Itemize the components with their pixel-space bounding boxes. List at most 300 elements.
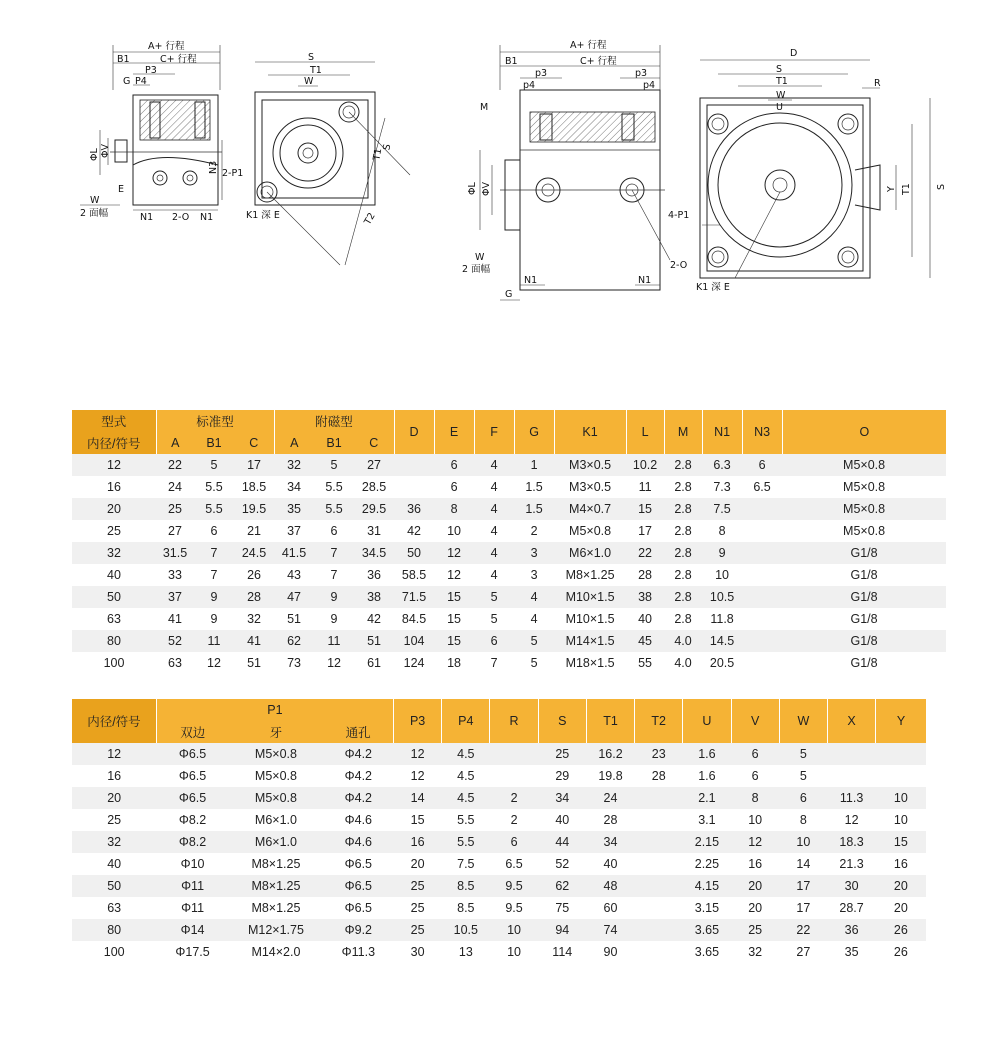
column-header: R	[490, 699, 538, 743]
table-cell: 22	[626, 542, 664, 564]
table-cell: 9	[702, 542, 742, 564]
table-cell: 2	[490, 787, 538, 809]
column-header: S	[538, 699, 586, 743]
table-cell: 62	[274, 630, 314, 652]
table-cell: 4	[474, 498, 514, 520]
column-header: Y	[876, 699, 926, 743]
bore-size-cell: 63	[72, 608, 156, 630]
table-cell: 5	[779, 765, 827, 787]
table-row	[72, 652, 946, 674]
table-cell: 2.15	[683, 831, 731, 853]
table-cell: 28	[635, 765, 683, 787]
dim-label: P4	[135, 76, 147, 87]
table-row	[72, 831, 926, 853]
table-cell: Φ14	[156, 919, 228, 941]
table-cell: 41.5	[274, 542, 314, 564]
table-cell: 4.5	[442, 787, 490, 809]
bore-size-cell: 50	[72, 875, 156, 897]
table-cell: M5×0.8	[782, 476, 946, 498]
table-cell: 52	[156, 630, 194, 652]
table-row	[72, 608, 946, 630]
column-header: W	[779, 699, 827, 743]
table-cell: Φ6.5	[323, 897, 393, 919]
table-cell: 9	[314, 608, 354, 630]
table-cell	[635, 853, 683, 875]
table-cell: 29.5	[354, 498, 394, 520]
table-cell: 6	[731, 743, 779, 765]
table-cell: 2	[490, 809, 538, 831]
table-cell: 29	[538, 765, 586, 787]
bore-size-cell: 16	[72, 765, 156, 787]
table-cell: 9	[314, 586, 354, 608]
table-cell: Φ10	[156, 853, 228, 875]
table-cell: 26	[876, 941, 926, 963]
table-cell: Φ6.5	[156, 743, 228, 765]
table-cell: 30	[394, 941, 442, 963]
table-cell: M5×0.8	[229, 787, 323, 809]
dim-label: p4	[643, 80, 656, 91]
table-cell: 4	[514, 586, 554, 608]
table-cell: 14	[779, 853, 827, 875]
table-cell	[490, 743, 538, 765]
table-cell: 50	[394, 542, 434, 564]
table-cell: 5.5	[194, 476, 234, 498]
table-cell: 31.5	[156, 542, 194, 564]
left-side-view	[80, 40, 222, 223]
table-cell: 4	[474, 542, 514, 564]
table-cell: 3.1	[683, 809, 731, 831]
dim-label: ΦL	[467, 182, 478, 195]
column-header: G	[514, 410, 554, 454]
table-cell	[635, 897, 683, 919]
table-cell: M10×1.5	[554, 586, 626, 608]
table-cell: M8×1.25	[229, 897, 323, 919]
table-cell: 6.5	[742, 476, 782, 498]
table-cell: 4.5	[442, 765, 490, 787]
table-cell: Φ6.5	[323, 875, 393, 897]
table-cell: 4	[474, 520, 514, 542]
table-cell: 5	[474, 608, 514, 630]
table-cell: 7	[314, 542, 354, 564]
table-cell: 14.5	[702, 630, 742, 652]
table-cell: G1/8	[782, 542, 946, 564]
table-cell: Φ4.6	[323, 809, 393, 831]
table-cell: 11	[314, 630, 354, 652]
column-header: L	[626, 410, 664, 454]
table-cell: 5	[779, 743, 827, 765]
bore-size-cell: 25	[72, 520, 156, 542]
dim-label: N1	[140, 212, 154, 223]
table-cell: M5×0.8	[229, 765, 323, 787]
table-cell: Φ11.3	[323, 941, 393, 963]
table-cell: 52	[538, 853, 586, 875]
column-header: N1	[702, 410, 742, 454]
dim-label: N1	[524, 275, 538, 286]
table-cell: G1/8	[782, 630, 946, 652]
table-cell: 6	[434, 476, 474, 498]
table-cell: 36	[827, 919, 875, 941]
table-cell: 94	[538, 919, 586, 941]
dim-label: ΦV	[100, 144, 111, 158]
drawing-svg	[0, 0, 1000, 340]
column-header: C	[234, 432, 274, 454]
column-header: U	[683, 699, 731, 743]
table-cell: 60	[586, 897, 634, 919]
table-cell: 35	[827, 941, 875, 963]
column-header: C	[354, 432, 394, 454]
table-cell: 38	[626, 586, 664, 608]
dim-label: 4-P1	[668, 210, 690, 221]
table-cell: 2.8	[664, 586, 702, 608]
table-cell: 62	[538, 875, 586, 897]
table-cell: 9	[194, 608, 234, 630]
table-cell: 31	[354, 520, 394, 542]
table-cell: 38	[354, 586, 394, 608]
table-row	[72, 542, 946, 564]
table-cell: 10	[779, 831, 827, 853]
table-cell	[394, 454, 434, 476]
table-cell: 28.5	[354, 476, 394, 498]
table-row	[72, 498, 946, 520]
bore-size-cell: 100	[72, 652, 156, 674]
table-cell: 20	[731, 897, 779, 919]
table1-body	[72, 454, 946, 674]
table-cell: 4	[474, 454, 514, 476]
table-cell: 73	[274, 652, 314, 674]
bore-size-cell: 16	[72, 476, 156, 498]
table-cell: M3×0.5	[554, 476, 626, 498]
table-cell: 4.5	[442, 743, 490, 765]
table2-header-row1	[72, 699, 926, 721]
dim-label: A+ 行程	[148, 41, 185, 52]
table-cell: 17	[234, 454, 274, 476]
table-cell: 11.8	[702, 608, 742, 630]
table-cell: 7	[194, 542, 234, 564]
table-cell: 16	[394, 831, 442, 853]
table-row	[72, 743, 926, 765]
dim-label: G	[505, 289, 513, 300]
table-cell: 10	[702, 564, 742, 586]
table-cell: M5×0.8	[554, 520, 626, 542]
table-cell: M10×1.5	[554, 608, 626, 630]
table-cell: 43	[274, 564, 314, 586]
table-row	[72, 919, 926, 941]
table-cell: 48	[586, 875, 634, 897]
table-cell: 4.0	[664, 630, 702, 652]
dim-label: K1 深 E	[246, 210, 280, 221]
table-cell: 114	[538, 941, 586, 963]
dim-label: p3	[635, 68, 648, 79]
column-header: P3	[394, 699, 442, 743]
table-cell: 32	[274, 454, 314, 476]
table-cell: 26	[234, 564, 274, 586]
dim-label: W	[90, 195, 100, 206]
table-cell: 22	[156, 454, 194, 476]
table-cell: 2.1	[683, 787, 731, 809]
spec-table-2	[72, 699, 926, 963]
table-cell: 8.5	[442, 897, 490, 919]
bore-size-cell: 40	[72, 564, 156, 586]
table-cell	[742, 652, 782, 674]
table-cell: 20	[876, 897, 926, 919]
dim-label: R	[874, 78, 881, 89]
table-cell: 7.5	[442, 853, 490, 875]
column-header: N3	[742, 410, 782, 454]
table-cell	[394, 476, 434, 498]
table-cell: 2.8	[664, 564, 702, 586]
table-cell: 28	[626, 564, 664, 586]
table-cell: 12	[394, 765, 442, 787]
table-cell: 5.5	[314, 498, 354, 520]
dim-label: S	[776, 64, 783, 75]
table-cell: 44	[538, 831, 586, 853]
group-header: P1	[156, 699, 393, 721]
table-cell: 25	[394, 919, 442, 941]
table-cell: 9	[194, 586, 234, 608]
table-cell: 6	[779, 787, 827, 809]
dim-label: E	[118, 184, 125, 195]
table-cell: 34.5	[354, 542, 394, 564]
table-row	[72, 586, 946, 608]
column-header: 通孔	[323, 721, 393, 743]
column-header: V	[731, 699, 779, 743]
table-row	[72, 853, 926, 875]
table-row	[72, 875, 926, 897]
table-cell: 30	[827, 875, 875, 897]
table-row	[72, 941, 926, 963]
table-cell: 4	[474, 476, 514, 498]
table-cell: 5	[514, 652, 554, 674]
table-cell: 17	[626, 520, 664, 542]
table-cell: 35	[274, 498, 314, 520]
table-cell: 12	[827, 809, 875, 831]
table-cell: 20.5	[702, 652, 742, 674]
table-cell: 3	[514, 564, 554, 586]
table-cell: 25	[156, 498, 194, 520]
table-cell: 20	[876, 875, 926, 897]
table-cell: 8.5	[442, 875, 490, 897]
bore-size-cell: 63	[72, 897, 156, 919]
column-header: T2	[635, 699, 683, 743]
table-cell: 75	[538, 897, 586, 919]
table-cell: M8×1.25	[554, 564, 626, 586]
table-cell: 15	[434, 608, 474, 630]
table-cell: M14×2.0	[229, 941, 323, 963]
table-cell: 1.6	[683, 743, 731, 765]
bore-size-cell: 32	[72, 542, 156, 564]
table-cell: Φ6.5	[156, 765, 228, 787]
table-cell: 21.3	[827, 853, 875, 875]
table-cell	[876, 743, 926, 765]
table-cell: 8	[779, 809, 827, 831]
dim-label: N3	[208, 160, 219, 174]
table-row	[72, 809, 926, 831]
table1-header-row1	[72, 410, 946, 432]
bore-size-cell: 100	[72, 941, 156, 963]
table-cell	[742, 564, 782, 586]
column-header: O	[782, 410, 946, 454]
table-cell: 11.3	[827, 787, 875, 809]
table-cell: 2.8	[664, 476, 702, 498]
table-cell: Φ11	[156, 875, 228, 897]
table-cell: 8	[702, 520, 742, 542]
table-cell: 4.15	[683, 875, 731, 897]
column-header: A	[274, 432, 314, 454]
table-cell: 12	[434, 564, 474, 586]
table-cell: Φ4.6	[323, 831, 393, 853]
table-cell: 26	[876, 919, 926, 941]
table-cell: 5.5	[194, 498, 234, 520]
table-cell: 15	[434, 630, 474, 652]
bore-size-cell: 32	[72, 831, 156, 853]
table-cell: 42	[394, 520, 434, 542]
dim-label: W	[776, 90, 786, 101]
table-cell: 12	[731, 831, 779, 853]
dim-label: N1	[638, 275, 652, 286]
dim-label: p3	[535, 68, 548, 79]
column-header: P4	[442, 699, 490, 743]
table-cell: 10.5	[702, 586, 742, 608]
table2-body	[72, 743, 926, 963]
table-cell: 41	[156, 608, 194, 630]
table-cell	[635, 831, 683, 853]
column-header: D	[394, 410, 434, 454]
column-header: B1	[314, 432, 354, 454]
table-cell: Φ6.5	[156, 787, 228, 809]
bore-size-cell: 80	[72, 630, 156, 652]
table-cell: 11	[626, 476, 664, 498]
table-cell: 24	[586, 787, 634, 809]
column-header: E	[434, 410, 474, 454]
table-cell: 16	[876, 853, 926, 875]
dim-label: A+ 行程	[570, 40, 607, 51]
table-cell: 15	[394, 809, 442, 831]
dim-label: T1	[776, 76, 788, 87]
table-row	[72, 564, 946, 586]
table-cell: G1/8	[782, 608, 946, 630]
table-cell: 27	[156, 520, 194, 542]
table-cell: G1/8	[782, 652, 946, 674]
bore-size-cell: 50	[72, 586, 156, 608]
table-cell: M3×0.5	[554, 454, 626, 476]
table-cell: 20	[731, 875, 779, 897]
table-cell: M5×0.8	[782, 498, 946, 520]
table-cell: 7	[194, 564, 234, 586]
table-cell: 84.5	[394, 608, 434, 630]
table-cell: 40	[538, 809, 586, 831]
table-cell: 6	[474, 630, 514, 652]
column-header: 双边	[156, 721, 228, 743]
table-cell: 2.8	[664, 498, 702, 520]
bore-size-cell: 80	[72, 919, 156, 941]
table-cell: 40	[626, 608, 664, 630]
table-cell: 10.5	[442, 919, 490, 941]
table-cell: 74	[586, 919, 634, 941]
table-cell: M5×0.8	[782, 520, 946, 542]
table-cell	[742, 520, 782, 542]
table-cell: 1.5	[514, 498, 554, 520]
table-cell: 16	[731, 853, 779, 875]
table-cell: 10	[731, 809, 779, 831]
table-cell: 34	[586, 831, 634, 853]
table-cell: 58.5	[394, 564, 434, 586]
table-cell: Φ17.5	[156, 941, 228, 963]
right-front-view	[668, 48, 947, 293]
table-cell	[635, 809, 683, 831]
table-cell: 8	[434, 498, 474, 520]
dim-label: T1	[901, 183, 912, 195]
table-cell: 28	[586, 809, 634, 831]
column-header: A	[156, 432, 194, 454]
dim-label: W	[304, 76, 314, 87]
table-cell: 32	[234, 608, 274, 630]
dim-label: N1	[200, 212, 214, 223]
table-cell: 8	[731, 787, 779, 809]
column-header: K1	[554, 410, 626, 454]
dim-label: 2-O	[172, 212, 190, 223]
table-cell: 15	[434, 586, 474, 608]
table-cell: 13	[442, 941, 490, 963]
dim-label: G	[123, 76, 131, 87]
table-row	[72, 765, 926, 787]
table-cell: M8×1.25	[229, 875, 323, 897]
table-cell: M6×1.0	[554, 542, 626, 564]
table-cell: 28.7	[827, 897, 875, 919]
table-cell	[742, 586, 782, 608]
table-cell: Φ4.2	[323, 765, 393, 787]
bore-size-cell: 40	[72, 853, 156, 875]
table-cell: 41	[234, 630, 274, 652]
table-cell	[490, 765, 538, 787]
table-cell: Φ11	[156, 897, 228, 919]
right-side-view	[462, 39, 690, 300]
table-cell: 14	[394, 787, 442, 809]
table-cell: 5	[474, 586, 514, 608]
bore-size-cell: 20	[72, 787, 156, 809]
table-cell: 2.8	[664, 542, 702, 564]
table-cell: 2	[514, 520, 554, 542]
table-cell: 3	[514, 542, 554, 564]
table-cell: 2.8	[664, 454, 702, 476]
left-front-view	[222, 52, 410, 265]
table-cell: 3.65	[683, 941, 731, 963]
table-cell: 21	[234, 520, 274, 542]
table-cell: 12	[394, 743, 442, 765]
table-cell: 90	[586, 941, 634, 963]
bore-size-cell: 12	[72, 454, 156, 476]
table-cell: 10	[490, 941, 538, 963]
table-cell: 6.5	[490, 853, 538, 875]
table-cell: 5	[314, 454, 354, 476]
table-cell: M6×1.0	[229, 831, 323, 853]
table-cell: 61	[354, 652, 394, 674]
table-cell: 27	[354, 454, 394, 476]
table-row	[72, 787, 926, 809]
table-cell: 19.5	[234, 498, 274, 520]
dim-label: P3	[145, 65, 157, 76]
column-header: 牙	[229, 721, 323, 743]
table-cell: 17	[779, 875, 827, 897]
table-cell: 4.0	[664, 652, 702, 674]
table-cell: 10	[876, 809, 926, 831]
table-cell: 10	[434, 520, 474, 542]
technical-drawings	[0, 0, 1000, 340]
table-cell: 1.5	[514, 476, 554, 498]
table-cell: 16.2	[586, 743, 634, 765]
table-cell: 19.8	[586, 765, 634, 787]
group-header: 附磁型	[274, 410, 394, 432]
table-cell: 36	[394, 498, 434, 520]
